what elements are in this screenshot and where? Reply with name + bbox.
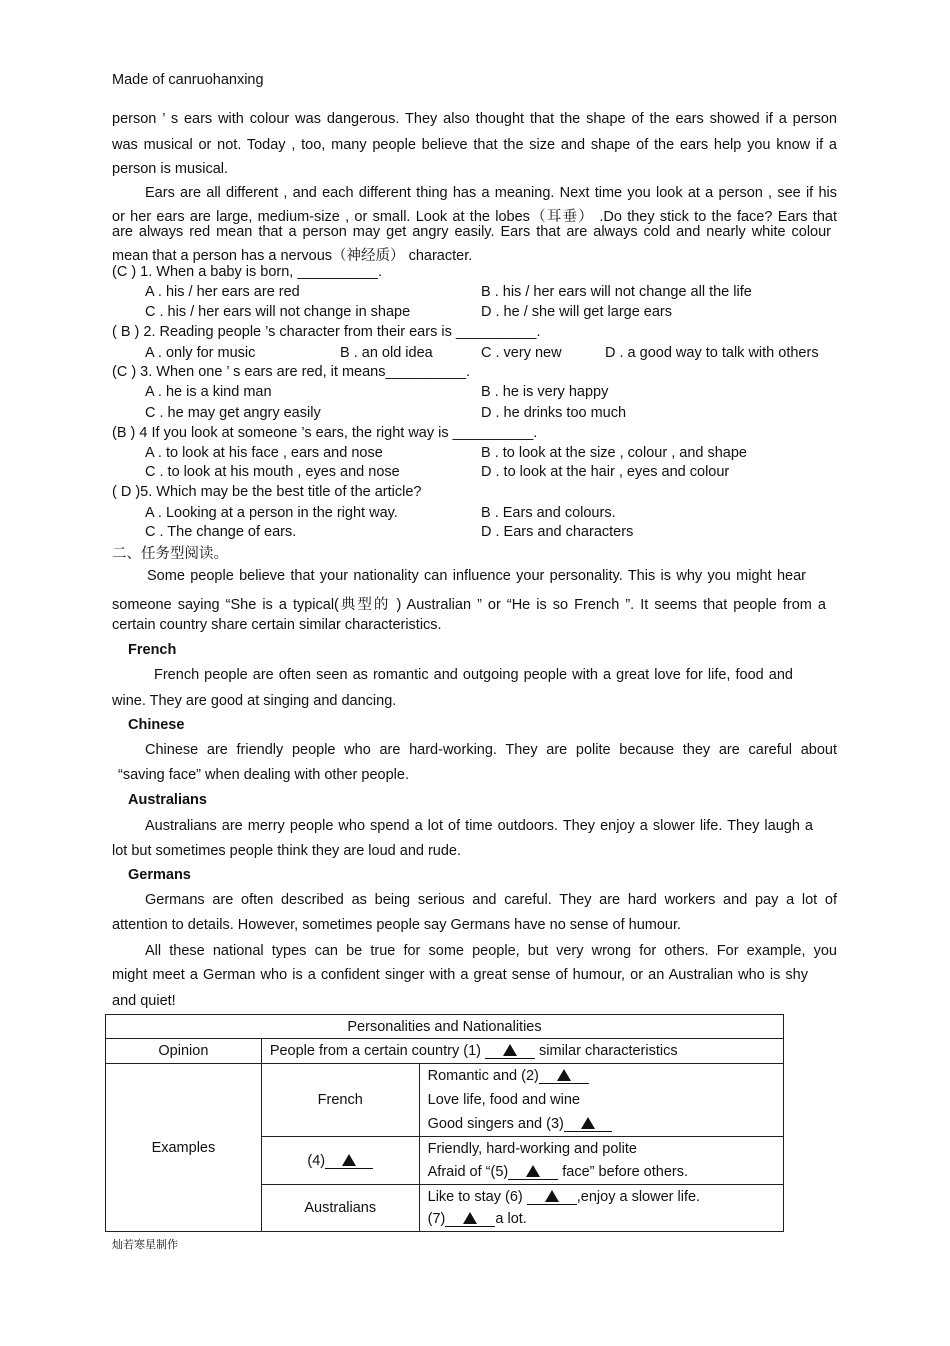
question-stem: (B ) 4 If you look at someone ’s ears, the right way is __________.: [112, 425, 538, 441]
option-b: B . to look at the size , colour , and shape: [481, 445, 747, 461]
question-stem: (C ) 3. When one ’ s ears are red, it means__________.: [112, 364, 471, 380]
passage-line: certain country share certain similar characteristics.: [112, 617, 442, 633]
option-a: A . his / her ears are red: [145, 284, 300, 300]
option-d: D . he / she will get large ears: [481, 304, 673, 320]
option-c: C . The change of ears.: [145, 524, 297, 540]
passage-line: All these national types can be true for some people, but very wrong for others. For example, you: [145, 943, 837, 959]
passage-line: and quiet!: [112, 993, 176, 1009]
triangle-icon: [557, 1069, 571, 1081]
option-d: D . a good way to talk with others: [605, 345, 819, 361]
chinese-cell: Friendly, hard-working and polite Afraid of “(5) face” before others.: [419, 1137, 783, 1185]
examples-label: Examples: [106, 1064, 262, 1232]
passage-line: are always red mean that a person may get angry easily. Ears that are always cold and nearly white colour: [112, 224, 831, 240]
blank-2[interactable]: [539, 1069, 589, 1084]
subheading-australians: Australians: [128, 792, 207, 808]
triangle-icon: [463, 1212, 477, 1224]
subheading-germans: Germans: [128, 867, 191, 883]
passage-line: someone saying “She is a typical(典型的 ) Australian ” or “He is so French ”. It seems that people from a: [112, 597, 826, 613]
option-c: C . very new: [481, 345, 562, 361]
passage-line: mean that a person has a nervous（神经质） character.: [112, 248, 473, 264]
passage-line: lot but sometimes people think they are loud and rude.: [112, 843, 462, 859]
blank-7[interactable]: [445, 1212, 495, 1227]
passage-line: Germans are often described as being serious and careful. They are hard workers and pay a lot of: [145, 892, 837, 908]
passage-line: Some people believe that your nationality can influence your personality. This is why you might hear: [147, 568, 806, 584]
table-title: Personalities and Nationalities: [106, 1015, 784, 1039]
summary-table: [105, 1014, 784, 1232]
blank-1[interactable]: [485, 1044, 535, 1059]
option-b: B . Ears and colours.: [481, 505, 616, 521]
passage-line: wine. They are good at singing and dancing.: [112, 693, 397, 709]
passage-line: “saving face” when dealing with other people.: [118, 767, 409, 783]
section-heading: 二、任务型阅读。: [112, 546, 228, 562]
australians-label: Australians: [261, 1185, 419, 1232]
passage-line: attention to details. However, sometimes people say Germans have no sense of humour.: [112, 917, 682, 933]
question-stem: ( B ) 2. Reading people ’s character from their ears is __________.: [112, 324, 541, 340]
triangle-icon: [545, 1190, 559, 1202]
passage-line: might meet a German who is a confident singer with a great sense of humour, or an Australian who is shy: [112, 967, 808, 983]
passage-line: was musical or not. Today , too, many people believe that the size and shape of the ears help you know if a: [112, 137, 837, 153]
option-c: C . he may get angry easily: [145, 405, 321, 421]
triangle-icon: [503, 1044, 517, 1056]
opinion-label: Opinion: [106, 1039, 262, 1064]
passage-line: or her ears are large, medium-size , or small. Look at the lobes（耳垂） .Do they stick to the face? Ears that: [112, 209, 837, 225]
triangle-icon: [581, 1117, 595, 1129]
option-a: A . to look at his face , ears and nose: [145, 445, 383, 461]
passage-line: person ’ s ears with colour was dangerous. They also thought that the shape of the ears showed if a person: [112, 111, 837, 127]
french-label: French: [261, 1064, 419, 1137]
opinion-cell: People from a certain country (1) similar characteristics: [261, 1039, 783, 1064]
option-c: C . his / her ears will not change in shape: [145, 304, 411, 320]
subheading-chinese: Chinese: [128, 717, 185, 733]
option-d: D . he drinks too much: [481, 405, 627, 421]
passage-line: Ears are all different , and each different thing has a meaning. Next time you look at a person , see if his: [145, 185, 837, 201]
triangle-icon: [526, 1165, 540, 1177]
option-b: B . he is very happy: [481, 384, 609, 400]
subheading-french: French: [128, 642, 177, 658]
australians-cell: Like to stay (6) ,enjoy a slower life. (7) a lot.: [419, 1185, 783, 1232]
option-a: A . he is a kind man: [145, 384, 272, 400]
question-stem: (C ) 1. When a baby is born, __________.: [112, 264, 383, 280]
option-a: A . only for music: [145, 345, 256, 361]
option-c: C . to look at his mouth , eyes and nose: [145, 464, 400, 480]
blank-5[interactable]: [508, 1165, 558, 1180]
question-stem: ( D )5. Which may be the best title of the article?: [112, 484, 422, 500]
blank-4[interactable]: [325, 1154, 373, 1169]
passage-line: Australians are merry people who spend a lot of time outdoors. They enjoy a slower life. They laugh a: [145, 818, 813, 834]
passage-line: French people are often seen as romantic and outgoing people with a great love for life, food and: [154, 667, 793, 683]
passage-line: Chinese are friendly people who are hard-working. They are polite because they are careful about: [145, 742, 837, 758]
french-cell: Romantic and (2) Love life, food and wine Good singers and (3): [419, 1064, 783, 1137]
passage-line: person is musical.: [112, 161, 229, 177]
blank-3[interactable]: [564, 1117, 612, 1132]
row-4-label: (4): [261, 1137, 419, 1185]
page-footer: 灿若寒星制作: [112, 1239, 178, 1251]
option-b: B . an old idea: [340, 345, 433, 361]
option-b: B . his / her ears will not change all the life: [481, 284, 752, 300]
option-a: A . Looking at a person in the right way.: [145, 505, 398, 521]
option-d: D . Ears and characters: [481, 524, 634, 540]
blank-6[interactable]: [527, 1190, 577, 1205]
page-header: Made of canruohanxing: [112, 72, 264, 88]
triangle-icon: [342, 1154, 356, 1166]
option-d: D . to look at the hair , eyes and colour: [481, 464, 730, 480]
